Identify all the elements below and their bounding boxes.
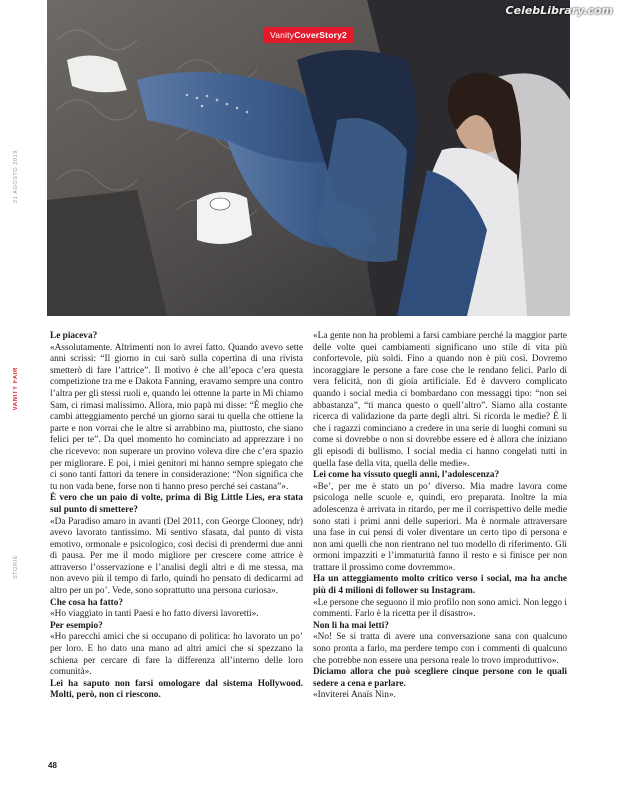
cover-photo-illustration bbox=[47, 0, 570, 316]
interview-question: Per esempio? bbox=[50, 620, 103, 631]
interview-answer: «Inviterei Anaïs Nin». bbox=[313, 690, 396, 701]
interview-question: Che cosa ha fatto? bbox=[50, 597, 124, 608]
margin-section: STORIE bbox=[13, 555, 19, 579]
article-column-right bbox=[313, 331, 567, 702]
interview-answer: «Le persone che seguono il mio profilo non sono amici. Non leggo i commenti. Farlo è la ricetta per il disastro». bbox=[313, 597, 567, 620]
interview-question: Lei ha saputo non farsi omologare dal sistema Hollywood. Molti, però, non ci riescono. bbox=[50, 678, 303, 701]
interview-question: Le piaceva? bbox=[50, 331, 98, 341]
interview-answer: «Be’, per me è stato un po’ diverso. Mia madre lavora come psicologa nelle scuole e, quindi, ero preparata. Inoltre la mia adolescenza è arrivata in ritardo, per me il corrispettivo delle medie sono stati i primi anni delle superiori. Ma è normale attraversare una fase in cui pensi di voler diventare un certo tipo di persona e non ami quelli che non rientrano nel tuo modello di riferimento. Gli ormoni impazziti e l’immaturità fanno il resto e si finisce per non trattare il prossimo come dovremmo». bbox=[313, 481, 567, 573]
interview-question: Lei come ha vissuto quegli anni, l’adolescenza? bbox=[313, 470, 500, 481]
margin-date: 21 AGOSTO 2019 bbox=[13, 150, 19, 203]
interview-question: Non li ha mai letti? bbox=[313, 620, 389, 631]
interview-answer: «No! Se si tratta di avere una conversazione sana con qualcuno sono pronta a farlo, ma perdere tempo con i commenti di qualcuno che potrebbe non essere una persona reale lo trovo improduttivo». bbox=[313, 632, 567, 666]
page-number: 48 bbox=[48, 761, 57, 770]
interview-answer: «Assolutamente. Altrimenti non lo avrei fatto. Quando avevo sette anni scrissi: “Il giorno in cui sarò sulla copertina di una rivista smetterò di fare l’attrice”. Il motivo è che all’epoca c’era questa competizione tra me e Dakota Fanning, eravamo sempre una contro l’altra per gli stessi ruoli e, quando lei ottenne la parte in Mi chiamo Sam, ci rimasi malissimo. Allora, mio papà mi disse: “È meglio che cambi atteggiamento perché un giorno sarai tu quella che ottiene la parte e non vorrai che le altre si arrabbino ma, piuttosto, che siano felici per te”. Da quel momento ho cominciato ad apprezzare i no che ricevevo: non superare un provino voleva dire che c’era spazio per migliorare. E poi, i miei genitori mi hanno sempre spiegato che ci sono tanti fattori da tenere in considerazione: “Non significa che tu non vada bene, forse non ti hanno preso perché sei castana”». bbox=[50, 342, 304, 492]
margin-brand: VANITY FAIR bbox=[13, 367, 19, 411]
interview-question: Diciamo allora che può scegliere cinque persone con le quali sedere a cena e parlare. bbox=[313, 667, 567, 689]
badge-brand: Vanity bbox=[270, 30, 295, 40]
article-column-left bbox=[50, 331, 303, 702]
badge-label: CoverStory2 bbox=[294, 30, 347, 40]
interview-question: Ha un atteggiamento molto critico verso i social, ma ha anche più di 4 milioni di follower su Instagram. bbox=[313, 574, 567, 597]
interview-answer: «La gente non ha problemi a farsi cambiare perché la maggior parte delle volte quei cambiamenti significano uno stile di vita più confortevole, più soldi. Fino a quando non è più così. Dovremo incoraggiare le persone a fare cose che le rendano felici. Parlo di vera felicità, non di gioia artificiale. Ed è davvero complicato quando i social media ci bombardano con messaggi tipo: “non sei abbastanza”, “ti manca questo o quell’altro”. Siamo alla costante ricerca di validazione da parte degli altri. Si ricorda le medie? È lì che i ragazzi cominciano a credere in una serie di luoghi comuni su come si dovrebbe o non si dovrebbe essere ed è allora che iniziano gli episodi di bullismo. I social media ci hanno congelati tutti in quella fase della vita, quella delle medie». bbox=[313, 331, 567, 469]
interview-answer: «Da Paradiso amaro in avanti (Del 2011, con George Clooney, ndr) avevo lavorato tantissimo. Mi sentivo sfasata, dal punto di vista emotivo, ormonale e psicologico, così decisi di prendermi due anni di pausa. Per me il modo migliore per crescere come attrice è attraverso l’osservazione e l’analisi degli altri e di me stessa, ma non avevo più il tempo di farlo, quindi ho pensato di dedicarmi ad altro per un po’. Vede, sono soprattutto una persona curiosa». bbox=[50, 516, 303, 597]
cover-photo bbox=[47, 0, 570, 316]
interview-question: È vero che un paio di volte, prima di Big Little Lies, era stata sul punto di smettere? bbox=[50, 493, 303, 515]
interview-answer: «Ho parecchi amici che si occupano di politica: ho lavorato un po’ per loro. E ho dato una mano ad altri amici che si spezzano la schiena per cercare di fare la differenza all’interno delle loro comunità». bbox=[50, 632, 303, 678]
interview-answer: «Ho viaggiato in tanti Paesi e ho fatto diversi lavoretti». bbox=[50, 609, 259, 620]
watermark: CelebLibrary.com bbox=[505, 4, 613, 17]
cover-story-badge bbox=[263, 27, 354, 43]
